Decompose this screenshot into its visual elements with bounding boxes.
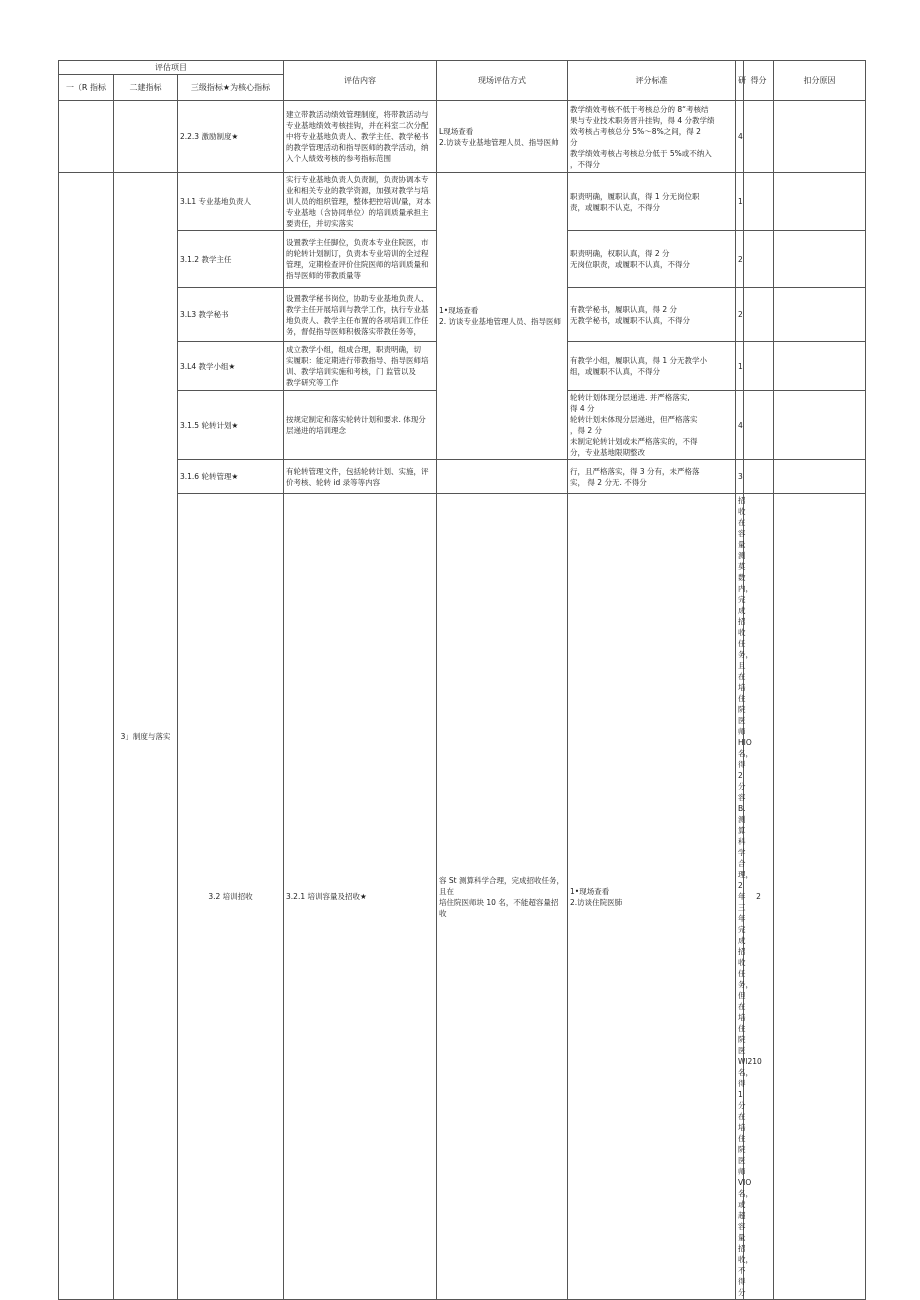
score-cell: 3 xyxy=(736,460,744,494)
standard-cell: 职责明确，权职认真，得 2 分 无岗位职责，或履职不认真，不得分 xyxy=(568,231,736,288)
level3-cell: 3.1.5 轮转计划★ xyxy=(178,391,284,460)
score-cell: 2 xyxy=(736,288,744,342)
score-cell: 1 xyxy=(736,342,744,391)
level3-cell: 3.1.2 教学主任 xyxy=(178,231,284,288)
content-cell: 有轮转管理文件，包括轮转计划、实施，评 价考核、轮转 id 录等等内容 xyxy=(284,460,437,494)
header-reason: 扣分原因 xyxy=(774,61,866,101)
got-cell xyxy=(774,494,866,1300)
header-group: 评估项目 xyxy=(59,61,284,75)
score-cell: 2 xyxy=(744,494,774,1300)
got-cell xyxy=(744,342,774,391)
level3-cell: 3.L3 教学秘书 xyxy=(178,288,284,342)
content-cell: 按规定制定和落实轮转计划和要求. 体现分 层递进的培训理念 xyxy=(284,391,437,460)
standard-cell: 职责明确，履职认真，得 1 分无岗位职 责，或履职不认克，不得分 xyxy=(568,173,736,231)
got-cell xyxy=(744,231,774,288)
got-cell xyxy=(744,101,774,173)
standard-cell: 轮转计划体现分层递进. 并严格落实, 得 4 分 轮转计划未体现分层递进，但严格落实 ，得 2 分 未制定轮转计划或未严格落实的，不得 分，专业基地限期整改 xyxy=(568,391,736,460)
standard-cell: 教学绩效考核不低于考核总分的 8“考核结 果与专业技术职务晋升挂钩，得 4 分教学绩 效考核占考核总分 5%～8%之间，得 2 分 教学绩效考核占考核总分低于 5%或不纳入 ，不得分 xyxy=(568,101,736,173)
header-content: 评估内容 xyxy=(284,61,437,101)
score-cell: 2 xyxy=(736,231,744,288)
got-cell xyxy=(744,391,774,460)
header-got: 得分 xyxy=(744,61,774,101)
content-cell: 建立带教活动绩效管理制度，将带教活动与 专业基地绩效考核挂钩，并在科室二次分配 中将专业基地负责人、教学主任、教学秘书 的教学管理活动和指导医师的教学活动，纳 入个人绩效考核的参考指标范围 xyxy=(284,101,437,173)
reason-cell xyxy=(774,288,866,342)
level1-cell xyxy=(59,101,114,173)
content-cell: 设置教学秘书岗位，协助专业基地负责人、 教学主任开展培训与教学工作，执行专业基 地负责人、教学主任布置的各项培训工作任 务，督促指导医师积极落实带教任务等， xyxy=(284,288,437,342)
reason-cell xyxy=(774,101,866,173)
got-cell xyxy=(744,460,774,494)
score-cell: 1 xyxy=(736,173,744,231)
method-cell: L现场查看 2.访谈专业基地管理人员、指导医帅 xyxy=(437,101,568,173)
standard-cell: 有教学秘书，履职认真，得 2 分 无教学秘书，或履职不认真，不得分 xyxy=(568,288,736,342)
content-cell: 实行专业基地负责人负责制，负责协调本专 业和相关专业的教学资源，加强对教学与培 训人员的组织管理，整体把控培训/量，对本 专业基地（含协同单位）的培训质量承担主 要责任，并切实落实 xyxy=(284,173,437,231)
score-cell: 4 xyxy=(736,391,744,460)
header-method: 现场评估方式 xyxy=(437,61,568,101)
reason-cell xyxy=(774,342,866,391)
got-cell xyxy=(744,288,774,342)
level2-cell: 3.2 培训招收 xyxy=(178,494,284,1300)
level3-cell: 3.1.6 轮转管理★ xyxy=(178,460,284,494)
reason-cell xyxy=(774,460,866,494)
header-level3: 三级指标★为核心指标 xyxy=(178,75,284,101)
level3-cell: 3.2.1 培训容量及招收★ xyxy=(284,494,437,1300)
table-row xyxy=(59,101,866,173)
header-level1: 一（R 指标 xyxy=(59,75,114,101)
level2-cell: 3」制度与落实 xyxy=(114,173,178,1300)
content-cell: 设置教学主任脚位，负责本专业住院医，市 的轮转计划制订，负责本专业培训的全过程 管理，定期检查评价住院医师的培训质量和 指导医师的带教质量等 xyxy=(284,231,437,288)
table-row xyxy=(59,494,866,1300)
header-level2: 二建指标 xyxy=(114,75,178,101)
level3-cell: 3.L1 专业基地负责人 xyxy=(178,173,284,231)
table-row xyxy=(59,460,866,494)
level2-cell xyxy=(114,101,178,173)
evaluation-table xyxy=(58,60,866,1300)
level3-cell: 2.2.3 激励制度★ xyxy=(178,101,284,173)
content-cell: 容 St 测算科学合理，完成招收任务，且在 培住院医师块 10 名，不能超容量招收 xyxy=(437,494,568,1300)
standard-cell: 有教学小组，履职认真，得 1 分无教学小 组，或履职不认真，不得分 xyxy=(568,342,736,391)
standard-cell: 招收在容量测莫数内，完成招收任务， 且在培住院医师 HIO 名，得 2 分 容 B.测算科学合理，2 年三年完成招收任 务，但在培住院医 Wl210 名，得 1 分在 培住院医师 VIO 名，或超容量招收，不得分 xyxy=(736,494,744,1300)
reason-cell xyxy=(774,391,866,460)
level3-cell: 3.L4 教学小组★ xyxy=(178,342,284,391)
got-cell xyxy=(744,173,774,231)
table-row xyxy=(59,173,866,231)
level1-cell xyxy=(59,173,114,1300)
method-cell: 1•现场查看 2. 访谈专业基地管理人员、指导医师 xyxy=(437,173,568,460)
score-cell: 4 xyxy=(736,101,744,173)
header-score: 研 xyxy=(736,61,744,101)
standard-cell: 行，且严格落实，得 3 分有，未严格落 实， 得 2 分无. 不得分 xyxy=(568,460,736,494)
header-standard: 评分标准 xyxy=(568,61,736,101)
content-cell: 成立教学小组，组成合理，职责明确，切 实履职：能定期进行带教指导、指导医师培 训、教学培训实施和考核，门 监管以及 教学研究等工作 xyxy=(284,342,437,391)
reason-cell xyxy=(774,173,866,231)
method-cell: 1•现场查看 2.访谈住院医肺 xyxy=(568,494,736,1300)
reason-cell xyxy=(774,231,866,288)
method-cell xyxy=(437,460,568,494)
